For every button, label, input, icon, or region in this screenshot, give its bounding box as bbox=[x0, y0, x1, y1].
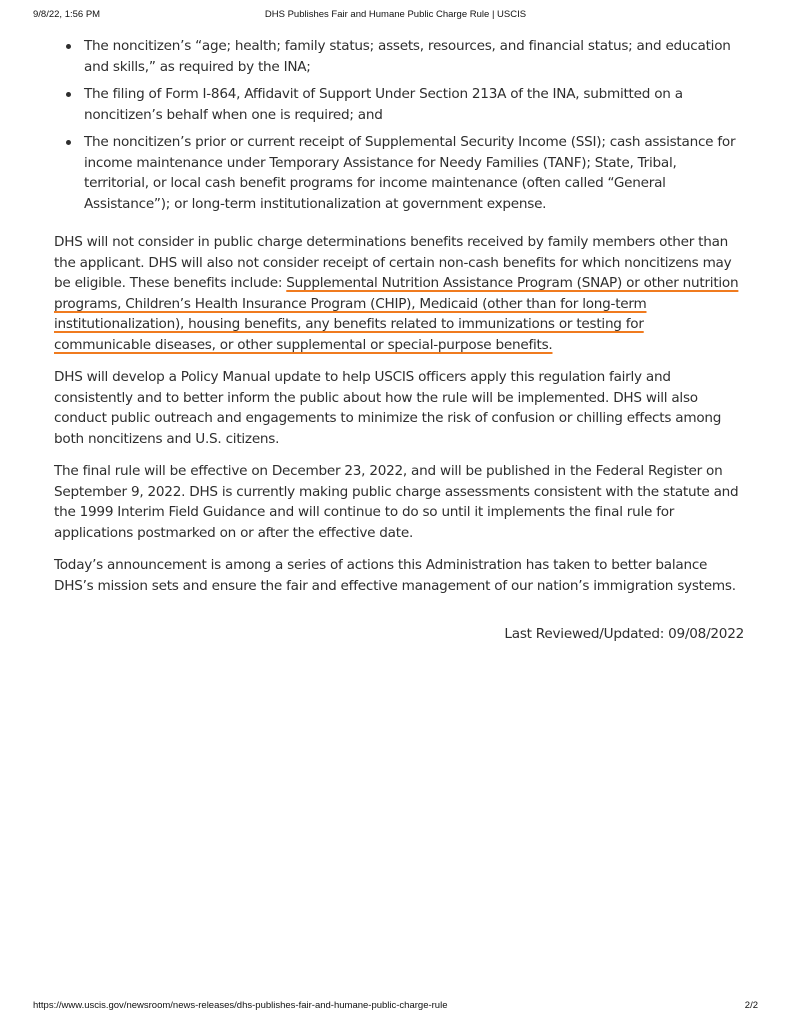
factors-list bbox=[54, 36, 744, 214]
list-item: The filing of Form I-864, Affidavit of Support Under Section 213A of the INA, submitted on a noncitizen’s behalf when one is required; and bbox=[54, 84, 744, 125]
paragraph-policy-manual: DHS will develop a Policy Manual update to help USCIS officers apply this regulation fairly and consistently and to better inform the public about how the rule will be implemented. DHS will also conduct public outreach and engagements to minimize the risk of confusion or chilling effects among both noncitizens and U.S. citizens. bbox=[54, 369, 722, 447]
paragraph-announcement: Today’s announcement is among a series of actions this Administration has taken to better balance DHS’s mission sets and ensure the fair and effective management of our nation’s immigration systems. bbox=[54, 557, 736, 594]
article-body bbox=[54, 36, 744, 645]
underlined-benefits-text: Supplemental Nutrition Assistance Program (SNAP) or other nutrition programs, Children’s Health Insurance Program (CHIP), Medicaid (other than for long-term institutionalization), housing benefits, any benefits related to immunizations or testing for communicable diseases, or other supplemental or special-purpose benefits. bbox=[54, 275, 739, 353]
print-header bbox=[33, 9, 758, 23]
paragraph-effective-date: The final rule will be effective on December 23, 2022, and will be published in the Federal Register on September 9, 2022. DHS is currently making public charge assessments consistent with the statute and the 1999 Interim Field Guidance and will continue to do so until it implements the final rule for applications postmarked on or after the effective date. bbox=[54, 463, 739, 541]
last-reviewed: Last Reviewed/Updated: 09/08/2022 bbox=[504, 626, 744, 642]
paragraph-lead-text: DHS will not consider in public charge determinations benefits received by family members other than the applicant. DHS will also not consider receipt of certain non-cash benefits for which noncitizens may be eligible. These benefits include: bbox=[54, 234, 732, 291]
page-number: 2/2 bbox=[744, 1000, 758, 1011]
print-url: https://www.uscis.gov/newsroom/news-releases/dhs-publishes-fair-and-humane-public-charge-rule bbox=[33, 1000, 448, 1011]
list-item: The noncitizen’s prior or current receipt of Supplemental Security Income (SSI); cash assistance for income maintenance under Temporary Assistance for Needy Families (TANF); State, Tribal, territorial, or local cash benefit programs for income maintenance (often called “General Assistance”); or long-term institutionalization at government expense. bbox=[54, 132, 744, 214]
list-item: The noncitizen’s “age; health; family status; assets, resources, and financial status; and education and skills,” as required by the INA; bbox=[54, 36, 744, 77]
print-date: 9/8/22, 1:56 PM bbox=[33, 9, 101, 20]
print-page-title: DHS Publishes Fair and Humane Public Charge Rule | USCIS bbox=[264, 9, 527, 20]
paragraph-excluded-benefits bbox=[54, 232, 744, 355]
print-footer bbox=[33, 1000, 758, 1014]
